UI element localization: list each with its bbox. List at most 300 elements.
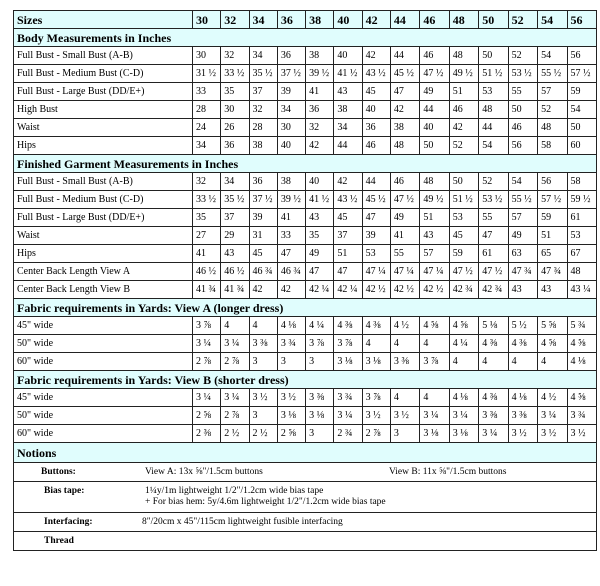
table-cell: 36 — [306, 101, 334, 119]
table-cell: 42 — [449, 119, 478, 137]
table-cell: 4 ⅜ — [479, 335, 508, 353]
table-cell: 31 ½ — [193, 65, 221, 83]
table-cell: 3 ⅛ — [420, 425, 449, 443]
table-cell: 3 ½ — [249, 389, 277, 407]
table-cell: 47 ¼ — [420, 263, 449, 281]
table-cell: 42 — [334, 173, 362, 191]
table-row — [14, 281, 597, 299]
table-cell: 3 — [306, 425, 334, 443]
table-cell: 3 ¾ — [277, 335, 305, 353]
table-cell: 38 — [277, 173, 305, 191]
table-cell: 40 — [277, 137, 305, 155]
table-cell: 3 — [390, 425, 419, 443]
table-cell: 46 ½ — [193, 263, 221, 281]
table-cell: 54 — [567, 101, 597, 119]
table-cell: 47 — [479, 227, 508, 245]
table-cell: 50 — [449, 173, 478, 191]
size-header-cell: 40 — [334, 11, 362, 29]
table-cell: 41 ½ — [334, 65, 362, 83]
row-label: Full Bust - Medium Bust (C-D) — [14, 191, 193, 209]
table-cell: 48 — [420, 173, 449, 191]
table-cell: 4 — [249, 317, 277, 335]
table-cell: 36 — [221, 137, 249, 155]
buttons-view-a: View A: 13x ⅝"/1.5cm buttons — [145, 467, 263, 477]
table-cell: 3 ⅜ — [508, 407, 537, 425]
table-cell: 3 ⅛ — [277, 407, 305, 425]
table-cell: 59 — [567, 83, 597, 101]
table-cell: 42 — [390, 101, 419, 119]
table-cell: 47 ¼ — [362, 263, 390, 281]
notions-bias-row — [14, 482, 597, 513]
table-cell: 47 — [334, 263, 362, 281]
row-label: 50" wide — [14, 335, 193, 353]
table-cell: 47 — [277, 245, 305, 263]
table-cell: 48 — [479, 101, 508, 119]
table-cell: 37 ½ — [277, 65, 305, 83]
table-cell: 2 ⅝ — [277, 425, 305, 443]
section-header-row — [14, 155, 597, 173]
table-cell: 46 ½ — [221, 263, 249, 281]
table-cell: 3 ¼ — [221, 389, 249, 407]
table-row — [14, 245, 597, 263]
table-cell: 53 — [449, 209, 478, 227]
table-cell: 3 ⅜ — [249, 335, 277, 353]
notions-header-row — [14, 443, 597, 463]
section-title: Finished Garment Measurements in Inches — [14, 155, 597, 173]
table-cell: 2 ½ — [249, 425, 277, 443]
size-header-cell: 46 — [420, 11, 449, 29]
table-cell: 48 — [538, 119, 567, 137]
notions-interfacing-row — [14, 513, 597, 532]
table-cell: 53 — [567, 227, 597, 245]
table-cell: 46 — [508, 119, 537, 137]
table-cell: 4 ⅜ — [362, 317, 390, 335]
section-header-row — [14, 371, 597, 389]
bias-tape-label: Bias tape: — [44, 486, 85, 496]
table-cell: 44 — [420, 101, 449, 119]
size-header-cell: 50 — [479, 11, 508, 29]
table-cell: 3 ¼ — [193, 389, 221, 407]
row-label: 45" wide — [14, 317, 193, 335]
table-cell: 34 — [277, 101, 305, 119]
table-cell: 45 ½ — [362, 191, 390, 209]
table-cell: 4 ⅛ — [567, 353, 597, 371]
section-title: Fabric requirements in Yards: View B (shorter dress) — [14, 371, 597, 389]
table-cell: 42 ¾ — [479, 281, 508, 299]
table-cell: 49 ½ — [449, 65, 478, 83]
table-cell: 4 — [538, 353, 567, 371]
table-cell: 51 — [538, 227, 567, 245]
table-cell: 42 ½ — [420, 281, 449, 299]
table-cell: 45 — [449, 227, 478, 245]
table-cell: 3 ½ — [538, 425, 567, 443]
bias-tape-line-2: + For bias hem: 5y/4.6m lightweight 1/2"/1.2cm wide bias tape — [145, 497, 386, 507]
table-cell: 57 ½ — [538, 191, 567, 209]
table-cell: 3 ⅛ — [449, 425, 478, 443]
table-cell: 57 — [508, 209, 537, 227]
table-cell: 61 — [567, 209, 597, 227]
row-label: Full Bust - Small Bust (A-B) — [14, 47, 193, 65]
table-cell: 4 ⅛ — [277, 317, 305, 335]
table-cell: 50 — [420, 137, 449, 155]
table-cell: 48 — [567, 263, 597, 281]
table-cell: 32 — [249, 101, 277, 119]
table-cell: 3 ⅜ — [306, 389, 334, 407]
size-header-cell: 56 — [567, 11, 597, 29]
table-cell: 32 — [193, 173, 221, 191]
row-label: Full Bust - Large Bust (DD/E+) — [14, 209, 193, 227]
table-cell: 4 — [390, 335, 419, 353]
table-cell: 61 — [479, 245, 508, 263]
size-header-cell: 44 — [390, 11, 419, 29]
table-cell: 33 ½ — [193, 191, 221, 209]
table-cell: 51 — [449, 83, 478, 101]
table-cell: 2 ⅞ — [221, 407, 249, 425]
table-cell: 3 ½ — [390, 407, 419, 425]
table-cell: 49 — [508, 227, 537, 245]
table-cell: 52 — [449, 137, 478, 155]
table-cell: 60 — [567, 137, 597, 155]
table-cell: 47 ½ — [479, 263, 508, 281]
table-cell: 3 ¼ — [449, 407, 478, 425]
row-label: Center Back Length View B — [14, 281, 193, 299]
table-cell: 42 — [277, 281, 305, 299]
table-row — [14, 263, 597, 281]
table-cell: 37 ½ — [249, 191, 277, 209]
table-row — [14, 389, 597, 407]
table-cell: 59 — [449, 245, 478, 263]
table-cell: 59 — [538, 209, 567, 227]
table-cell: 56 — [538, 173, 567, 191]
table-cell: 48 — [390, 137, 419, 155]
size-header-cell: 38 — [306, 11, 334, 29]
size-header-cell: 52 — [508, 11, 537, 29]
table-cell: 45 — [334, 209, 362, 227]
table-cell: 52 — [508, 47, 537, 65]
table-cell: 55 — [508, 83, 537, 101]
table-cell: 42 ¼ — [306, 281, 334, 299]
table-row — [14, 101, 597, 119]
table-cell: 40 — [420, 119, 449, 137]
table-cell: 35 — [193, 209, 221, 227]
table-cell: 41 — [306, 83, 334, 101]
table-cell: 45 — [249, 245, 277, 263]
table-cell: 27 — [193, 227, 221, 245]
table-cell: 53 ½ — [479, 191, 508, 209]
table-cell: 47 ½ — [449, 263, 478, 281]
table-cell: 4 ⅝ — [567, 389, 597, 407]
table-cell: 65 — [538, 245, 567, 263]
table-cell: 32 — [306, 119, 334, 137]
table-cell: 3 ½ — [362, 407, 390, 425]
table-cell: 52 — [479, 173, 508, 191]
table-cell: 30 — [221, 101, 249, 119]
size-header-cell: 34 — [249, 11, 277, 29]
table-row — [14, 335, 597, 353]
table-cell: 3 — [249, 407, 277, 425]
size-header-cell: 32 — [221, 11, 249, 29]
table-cell: 4 — [390, 389, 419, 407]
table-cell: 4 — [221, 317, 249, 335]
table-cell: 3 ⅛ — [306, 407, 334, 425]
table-row — [14, 407, 597, 425]
row-label: Waist — [14, 227, 193, 245]
table-cell: 43 — [420, 227, 449, 245]
table-row — [14, 47, 597, 65]
buttons-view-b: View B: 11x ⅝"/1.5cm buttons — [389, 467, 507, 477]
table-cell: 34 — [221, 173, 249, 191]
table-cell: 26 — [221, 119, 249, 137]
table-cell: 44 — [362, 173, 390, 191]
section-title: Body Measurements in Inches — [14, 29, 597, 47]
notions-thread-row-cell — [14, 532, 597, 551]
table-cell: 47 ½ — [390, 191, 419, 209]
table-cell: 3 ½ — [277, 389, 305, 407]
table-cell: 49 — [420, 83, 449, 101]
table-cell: 39 — [362, 227, 390, 245]
table-cell: 42 — [249, 281, 277, 299]
table-cell: 3 ⅜ — [479, 407, 508, 425]
table-row — [14, 173, 597, 191]
table-cell: 4 — [420, 335, 449, 353]
table-cell: 40 — [306, 173, 334, 191]
size-header-cell: 30 — [193, 11, 221, 29]
table-cell: 57 ½ — [567, 65, 597, 83]
row-label: Center Back Length View A — [14, 263, 193, 281]
table-cell: 36 — [362, 119, 390, 137]
table-cell: 31 — [249, 227, 277, 245]
table-cell: 4 ¼ — [449, 335, 478, 353]
section-title: Fabric requirements in Yards: View A (longer dress) — [14, 299, 597, 317]
table-row — [14, 83, 597, 101]
table-cell: 47 ½ — [420, 65, 449, 83]
table-cell: 3 ¾ — [334, 389, 362, 407]
row-label: Full Bust - Small Bust (A-B) — [14, 173, 193, 191]
table-cell: 43 ¼ — [567, 281, 597, 299]
table-cell: 39 ½ — [306, 65, 334, 83]
table-cell: 2 ⅞ — [193, 353, 221, 371]
notions-buttons-row-cell — [14, 463, 597, 482]
table-cell: 50 — [479, 47, 508, 65]
table-cell: 3 ⅞ — [306, 335, 334, 353]
row-label: Hips — [14, 245, 193, 263]
table-cell: 3 — [249, 353, 277, 371]
table-cell: 47 ¾ — [508, 263, 537, 281]
table-cell: 51 — [420, 209, 449, 227]
section-header-row — [14, 299, 597, 317]
row-label: Full Bust - Medium Bust (C-D) — [14, 65, 193, 83]
table-cell: 37 — [249, 83, 277, 101]
table-cell: 4 — [479, 353, 508, 371]
table-cell: 30 — [193, 47, 221, 65]
table-cell: 38 — [390, 119, 419, 137]
table-cell: 53 — [479, 83, 508, 101]
table-row — [14, 317, 597, 335]
table-cell: 42 ½ — [390, 281, 419, 299]
table-cell: 37 — [334, 227, 362, 245]
table-cell: 3 ⅞ — [420, 353, 449, 371]
row-label: 45" wide — [14, 389, 193, 407]
table-cell: 47 — [362, 209, 390, 227]
notions-buttons-row — [14, 463, 597, 482]
table-cell: 4 ½ — [390, 317, 419, 335]
table-cell: 4 ¼ — [306, 317, 334, 335]
table-cell: 41 ¾ — [193, 281, 221, 299]
row-label: Hips — [14, 137, 193, 155]
notions-thread-row — [14, 532, 597, 551]
table-cell: 3 ¼ — [193, 335, 221, 353]
table-cell: 55 ½ — [538, 65, 567, 83]
table-cell: 43 — [508, 281, 537, 299]
table-row — [14, 353, 597, 371]
table-cell: 50 — [508, 101, 537, 119]
size-header-cell: 54 — [538, 11, 567, 29]
table-cell: 4 ⅜ — [479, 389, 508, 407]
table-cell: 4 ⅛ — [508, 389, 537, 407]
table-cell: 3 ½ — [508, 425, 537, 443]
table-cell: 4 — [449, 353, 478, 371]
table-cell: 42 — [362, 47, 390, 65]
table-cell: 33 — [277, 227, 305, 245]
table-cell: 4 ⅝ — [567, 335, 597, 353]
table-cell: 59 ½ — [567, 191, 597, 209]
table-cell: 55 ½ — [508, 191, 537, 209]
table-cell: 50 — [567, 119, 597, 137]
table-cell: 58 — [567, 173, 597, 191]
table-cell: 55 — [479, 209, 508, 227]
table-cell: 35 ½ — [249, 65, 277, 83]
row-label: Waist — [14, 119, 193, 137]
table-cell: 56 — [508, 137, 537, 155]
table-cell: 43 — [221, 245, 249, 263]
table-cell: 53 — [362, 245, 390, 263]
table-cell: 42 ¾ — [449, 281, 478, 299]
table-cell: 35 — [306, 227, 334, 245]
table-cell: 3 ¼ — [479, 425, 508, 443]
table-cell: 52 — [538, 101, 567, 119]
table-cell: 53 ½ — [508, 65, 537, 83]
table-cell: 51 ½ — [449, 191, 478, 209]
table-cell: 5 ½ — [508, 317, 537, 335]
table-cell: 4 ⅝ — [449, 317, 478, 335]
table-row — [14, 137, 597, 155]
table-cell: 28 — [249, 119, 277, 137]
table-cell: 2 ½ — [221, 425, 249, 443]
table-cell: 3 ¼ — [420, 407, 449, 425]
table-cell: 46 — [420, 47, 449, 65]
table-cell: 49 — [390, 209, 419, 227]
table-cell: 43 ½ — [362, 65, 390, 83]
table-cell: 47 — [390, 83, 419, 101]
table-cell: 3 ⅜ — [390, 353, 419, 371]
table-cell: 39 — [277, 83, 305, 101]
table-cell: 48 — [449, 47, 478, 65]
table-cell: 43 ½ — [334, 191, 362, 209]
table-cell: 4 — [508, 353, 537, 371]
table-cell: 4 — [362, 335, 390, 353]
table-cell: 33 ½ — [221, 65, 249, 83]
table-cell: 2 ⅞ — [221, 353, 249, 371]
table-cell: 47 — [306, 263, 334, 281]
table-cell: 2 ⅜ — [193, 425, 221, 443]
table-cell: 41 ¾ — [221, 281, 249, 299]
table-cell: 57 — [420, 245, 449, 263]
table-cell: 51 ½ — [479, 65, 508, 83]
table-row — [14, 227, 597, 245]
table-cell: 3 ¼ — [538, 407, 567, 425]
table-cell: 4 ⅛ — [449, 389, 478, 407]
row-label: High Bust — [14, 101, 193, 119]
section-header-row — [14, 29, 597, 47]
thread-label: Thread — [44, 536, 74, 546]
table-cell: 44 — [479, 119, 508, 137]
table-cell: 37 — [221, 209, 249, 227]
size-header-cell: 42 — [362, 11, 390, 29]
table-cell: 4 ⅝ — [420, 317, 449, 335]
table-cell: 41 ½ — [306, 191, 334, 209]
table-cell: 44 — [390, 47, 419, 65]
size-chart-table — [13, 10, 597, 551]
table-cell: 5 ⅛ — [479, 317, 508, 335]
notions-title: Notions — [14, 443, 597, 463]
table-cell: 41 — [390, 227, 419, 245]
table-cell: 43 — [306, 209, 334, 227]
table-cell: 3 ¼ — [221, 335, 249, 353]
table-cell: 54 — [508, 173, 537, 191]
table-cell: 4 — [420, 389, 449, 407]
table-cell: 35 — [221, 83, 249, 101]
table-cell: 32 — [221, 47, 249, 65]
table-cell: 40 — [362, 101, 390, 119]
table-cell: 42 — [306, 137, 334, 155]
table-cell: 47 ¼ — [390, 263, 419, 281]
table-cell: 41 — [277, 209, 305, 227]
sizes-header-label: Sizes — [14, 11, 193, 29]
table-cell: 51 — [334, 245, 362, 263]
notions-bias-row-cell — [14, 482, 597, 513]
table-cell: 46 ¾ — [249, 263, 277, 281]
table-cell: 5 ¾ — [567, 317, 597, 335]
table-cell: 33 — [193, 83, 221, 101]
table-cell: 3 — [306, 353, 334, 371]
table-cell: 2 ⅞ — [362, 425, 390, 443]
table-cell: 2 ⅝ — [193, 407, 221, 425]
table-row — [14, 65, 597, 83]
bias-tape-line-1: 1¼y/1m lightweight 1/2"/1.2cm wide bias tape — [145, 486, 324, 496]
table-cell: 4 ⅝ — [538, 335, 567, 353]
table-cell: 24 — [193, 119, 221, 137]
table-cell: 34 — [193, 137, 221, 155]
table-cell: 3 ⅛ — [334, 353, 362, 371]
table-cell: 56 — [567, 47, 597, 65]
interfacing-label: Interfacing: — [44, 517, 93, 527]
table-cell: 45 ½ — [390, 65, 419, 83]
table-cell: 55 — [390, 245, 419, 263]
table-row — [14, 209, 597, 227]
table-cell: 49 ½ — [420, 191, 449, 209]
table-cell: 46 — [362, 137, 390, 155]
table-cell: 67 — [567, 245, 597, 263]
table-cell: 2 ¾ — [334, 425, 362, 443]
table-cell: 34 — [334, 119, 362, 137]
table-cell: 3 ½ — [567, 425, 597, 443]
table-row — [14, 119, 597, 137]
row-label: Full Bust - Large Bust (DD/E+) — [14, 83, 193, 101]
table-row — [14, 191, 597, 209]
table-cell: 46 — [390, 173, 419, 191]
table-cell: 3 ¼ — [334, 407, 362, 425]
table-cell: 44 — [334, 137, 362, 155]
